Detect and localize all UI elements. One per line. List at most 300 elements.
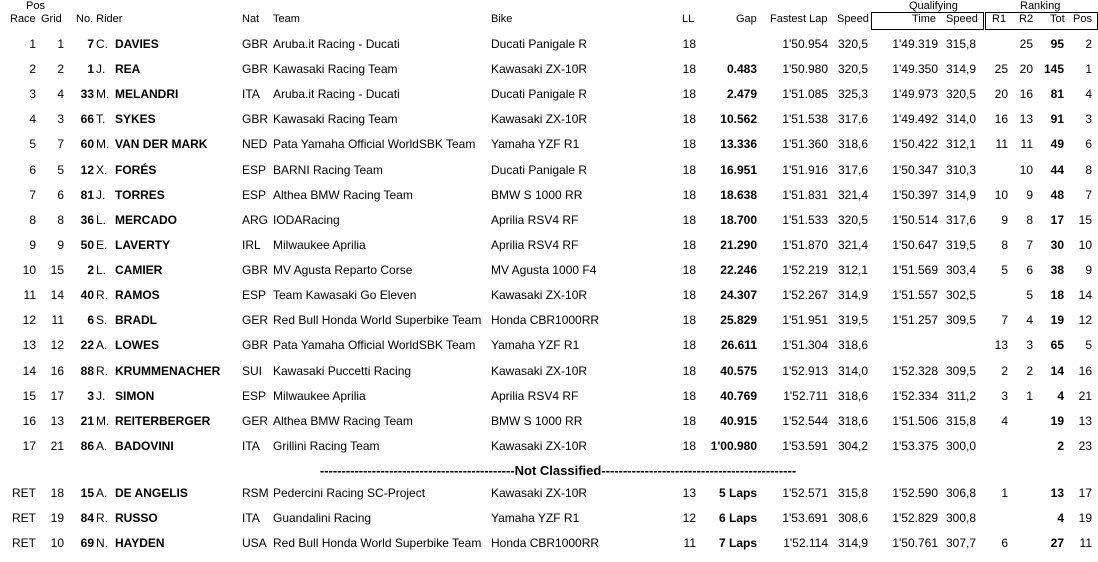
grid-pos: 9	[57, 237, 64, 252]
fastest-lap: 1'51.538	[782, 112, 828, 127]
q-time: 1'50.647	[892, 237, 938, 252]
grid-pos: 18	[50, 486, 64, 500]
q-speed: 311,2	[946, 388, 976, 403]
rank-r2: 4	[1026, 313, 1033, 328]
laps: 11	[683, 536, 696, 550]
team-name: Red Bull Honda World Superbike Team	[273, 313, 482, 328]
grid-pos: 10	[50, 536, 64, 550]
race-pos: 8	[29, 212, 36, 227]
bike-name: Kawasaki ZX-10R	[491, 62, 588, 77]
team-name: MV Agusta Reparto Corse	[273, 263, 413, 278]
rank-total: 17	[1050, 212, 1064, 227]
q-speed: 314,0	[945, 112, 976, 127]
header-ranking: Ranking	[1020, 0, 1061, 12]
rank-total: 18	[1050, 288, 1064, 303]
fastest-lap: 1'52.711	[783, 388, 828, 403]
rank-pos: 17	[1078, 486, 1092, 500]
grid-pos: 4	[57, 87, 64, 102]
rider-name: LAVERTY	[115, 237, 171, 252]
race-pos: RET	[12, 486, 36, 500]
q-speed: 300,0	[945, 438, 976, 453]
gap: 5 Laps	[718, 486, 757, 500]
race-pos: 13	[22, 338, 36, 353]
race-pos: 15	[22, 388, 36, 403]
team-name: Aruba.it Racing - Ducati	[273, 87, 400, 102]
header-pos: Pos	[26, 0, 45, 12]
header-r1: R1	[992, 13, 1007, 25]
rider-number: 7	[87, 37, 94, 51]
rider-initial: J.	[96, 62, 106, 77]
table-row	[0, 436, 1098, 456]
rider-initial: J.	[96, 388, 106, 403]
q-time: 1'49.319	[892, 37, 938, 51]
fastest-speed: 304,2	[837, 438, 868, 453]
rider-initial: R.	[96, 288, 108, 303]
rank-r1: 2	[1001, 363, 1008, 378]
header-race: Race	[10, 13, 36, 25]
team-name: Grillini Racing Team	[273, 438, 380, 453]
table-row	[0, 34, 1098, 54]
rider-initial: L.	[96, 212, 107, 227]
rank-pos: 7	[1085, 187, 1092, 202]
gap: 24.307	[720, 288, 757, 303]
rank-pos: 19	[1078, 511, 1092, 525]
q-time: 1'50.514	[892, 212, 938, 227]
header-tot: Tot	[1050, 13, 1065, 25]
table-row	[0, 310, 1098, 330]
nationality: ESP	[242, 187, 267, 202]
fastest-lap: 1'52.571	[782, 486, 828, 500]
table-row	[0, 361, 1098, 381]
fastest-speed: 314,0	[837, 363, 868, 378]
rank-total: 145	[1043, 62, 1064, 77]
rank-r2: 11	[1020, 137, 1033, 152]
fastest-speed: 318,6	[837, 338, 868, 353]
fastest-lap: 1'52.267	[782, 288, 828, 303]
rider-number: 6	[87, 313, 94, 328]
grid-pos: 3	[57, 112, 64, 127]
fastest-lap: 1'51.360	[782, 137, 828, 152]
q-speed: 309,5	[945, 313, 976, 328]
fastest-lap: 1'50.980	[782, 62, 828, 77]
q-time: 1'52.829	[892, 511, 938, 525]
gap: 22.246	[720, 263, 757, 278]
bike-name: Ducati Panigale R	[491, 37, 588, 51]
team-name: Team Kawasaki Go Eleven	[273, 288, 417, 303]
nationality: NED	[242, 137, 268, 152]
rider-initial: M.	[96, 413, 110, 428]
header-nat: Nat	[242, 13, 260, 25]
bike-name: Kawasaki ZX-10R	[491, 363, 588, 378]
gap: 25.829	[720, 313, 757, 328]
race-pos: RET	[12, 511, 36, 525]
rank-pos: 2	[1085, 37, 1092, 51]
grid-pos: 14	[50, 288, 64, 303]
table-row	[0, 134, 1098, 154]
table-row	[0, 533, 1098, 553]
q-speed: 319,5	[945, 237, 976, 252]
nationality: GER	[242, 313, 269, 328]
rank-total: 44	[1050, 162, 1064, 177]
team-name: Kawasaki Racing Team	[273, 62, 398, 77]
rider-initial: X.	[96, 162, 108, 177]
team-name: Pata Yamaha Official WorldSBK Team	[273, 137, 476, 152]
nationality: ESP	[242, 162, 267, 177]
nationality: IRL	[242, 237, 261, 252]
bike-name: Yamaha YZF R1	[491, 338, 580, 353]
race-pos: 7	[29, 187, 36, 202]
team-name: Pata Yamaha Official WorldSBK Team	[273, 338, 476, 353]
bike-name: Yamaha YZF R1	[491, 137, 580, 152]
team-name: BARNI Racing Team	[273, 162, 383, 177]
rider-name: DAVIES	[115, 37, 159, 51]
laps: 18	[682, 187, 696, 202]
grid-pos: 15	[50, 263, 64, 278]
laps: 18	[682, 162, 696, 177]
rank-r1: 5	[1001, 263, 1008, 278]
q-time: 1'49.492	[892, 112, 938, 127]
rider-name: FORÉS	[115, 162, 157, 177]
header-grid: Grid	[41, 13, 62, 25]
race-pos: 12	[22, 313, 36, 328]
nationality: ESP	[242, 388, 267, 403]
team-name: Althea BMW Racing Team	[273, 187, 413, 202]
rider-initial: A.	[96, 486, 108, 500]
rider-number: 33	[80, 87, 94, 102]
rider-number: 15	[80, 486, 94, 500]
rider-name: TORRES	[115, 187, 165, 202]
rider-initial: C.	[96, 37, 108, 51]
laps: 18	[682, 137, 696, 152]
q-time: 1'52.590	[892, 486, 938, 500]
nationality: GBR	[242, 338, 269, 353]
rider-initial: L.	[96, 263, 107, 278]
rank-total: 13	[1050, 486, 1064, 500]
q-speed: 314,9	[945, 187, 976, 202]
rider-name: RAMOS	[115, 288, 160, 303]
rider-initial: J.	[96, 187, 106, 202]
rank-r2: 25	[1019, 37, 1033, 51]
rank-r1: 16	[994, 112, 1008, 127]
rider-name: REITERBERGER	[115, 413, 211, 428]
fastest-lap: 1'51.533	[782, 212, 828, 227]
rider-number: 12	[80, 162, 94, 177]
rank-pos: 15	[1078, 212, 1092, 227]
gap: 16.951	[720, 162, 757, 177]
bike-name: Honda CBR1000RR	[491, 313, 600, 328]
rider-name: CAMIER	[115, 263, 163, 278]
laps: 13	[682, 486, 696, 500]
rank-total: 30	[1050, 237, 1064, 252]
laps: 18	[682, 263, 696, 278]
fastest-speed: 312,1	[837, 263, 868, 278]
fastest-lap: 1'53.691	[782, 511, 828, 525]
rider-name: SYKES	[115, 112, 156, 127]
bike-name: Kawasaki ZX-10R	[491, 438, 588, 453]
q-time: 1'50.422	[892, 137, 938, 152]
nationality: USA	[242, 536, 267, 550]
rank-total: 91	[1050, 112, 1064, 127]
rank-r2: 7	[1026, 237, 1033, 252]
rank-r1: 4	[1001, 413, 1008, 428]
rank-r2: 1	[1026, 388, 1033, 403]
grid-pos: 17	[50, 388, 64, 403]
laps: 18	[682, 413, 696, 428]
nationality: SUI	[242, 363, 263, 378]
grid-pos: 11	[51, 313, 64, 328]
rider-number: 1	[87, 62, 94, 77]
table-row	[0, 59, 1098, 79]
team-name: Milwaukee Aprilia	[273, 388, 366, 403]
header-gap: Gap	[736, 13, 757, 25]
rider-number: 3	[87, 388, 94, 403]
bike-name: Aprilia RSV4 RF	[491, 237, 579, 252]
fastest-speed: 325,3	[837, 87, 868, 102]
rider-number: 69	[80, 536, 94, 550]
rider-initial: R.	[96, 511, 108, 525]
table-row	[0, 210, 1098, 230]
fastest-speed: 320,5	[837, 62, 868, 77]
rank-r2: 16	[1019, 87, 1033, 102]
fastest-lap: 1'51.951	[782, 313, 828, 328]
rank-r2: 2	[1026, 363, 1033, 378]
gap: 18.700	[720, 212, 757, 227]
rider-number: 84	[80, 511, 94, 525]
race-pos: 5	[29, 137, 36, 152]
bike-name: Yamaha YZF R1	[491, 511, 580, 525]
gap: 6 Laps	[718, 511, 757, 525]
rider-number: 60	[80, 137, 94, 152]
gap: 10.562	[720, 112, 757, 127]
q-speed: 312,1	[945, 137, 976, 152]
rider-name: MELANDRI	[115, 87, 179, 102]
laps: 18	[682, 87, 696, 102]
fastest-speed: 321,4	[837, 237, 868, 252]
fastest-lap: 1'51.831	[782, 187, 828, 202]
rank-r1: 8	[1001, 237, 1008, 252]
gap: 2.479	[726, 87, 757, 102]
rider-initial: E.	[96, 237, 108, 252]
gap: 26.611	[720, 338, 757, 353]
rank-r2: 3	[1026, 338, 1033, 353]
table-row	[0, 84, 1098, 104]
nationality: GER	[242, 413, 269, 428]
rider-initial: M.	[96, 87, 110, 102]
gap: 40.769	[720, 388, 757, 403]
nationality: ARG	[242, 212, 269, 227]
fastest-speed: 318,6	[837, 137, 868, 152]
q-speed: 315,8	[945, 413, 976, 428]
header-q-speed: Speed	[946, 13, 978, 25]
rank-r1: 9	[1001, 212, 1008, 227]
rank-pos: 14	[1078, 288, 1092, 303]
gap: 0.483	[726, 62, 757, 77]
fastest-speed: 321,4	[837, 187, 868, 202]
fastest-lap: 1'52.219	[782, 263, 828, 278]
rank-total: 14	[1050, 363, 1064, 378]
rider-name: REA	[115, 62, 141, 77]
laps: 18	[682, 212, 696, 227]
bike-name: Honda CBR1000RR	[491, 536, 600, 550]
laps: 18	[682, 237, 696, 252]
rank-total: 65	[1050, 338, 1064, 353]
fastest-lap: 1'51.870	[782, 237, 828, 252]
gap: 40.915	[720, 413, 757, 428]
q-time: 1'52.328	[892, 363, 938, 378]
rank-total: 19	[1050, 313, 1064, 328]
gap: 1'00.980	[710, 438, 757, 453]
grid-pos: 5	[57, 162, 64, 177]
gap: 40.575	[720, 363, 757, 378]
nationality: ITA	[242, 511, 260, 525]
race-pos: 14	[22, 363, 36, 378]
laps: 18	[682, 438, 696, 453]
q-time: 1'50.761	[892, 536, 938, 550]
q-speed: 303,4	[945, 263, 976, 278]
team-name: Pedercini Racing SC-Project	[273, 486, 426, 500]
rank-pos: 10	[1078, 237, 1092, 252]
grid-pos: 8	[57, 212, 64, 227]
table-row	[0, 508, 1098, 528]
rider-initial: A.	[96, 338, 108, 353]
rider-number: 88	[80, 363, 94, 378]
table-row	[0, 260, 1098, 280]
nationality: GBR	[242, 37, 269, 51]
header-team: Team	[273, 13, 300, 25]
q-speed: 320,5	[945, 87, 976, 102]
rank-total: 27	[1050, 536, 1064, 550]
q-speed: 306,8	[945, 486, 976, 500]
table-row	[0, 386, 1098, 406]
nationality: ITA	[242, 87, 260, 102]
rider-number: 21	[80, 413, 94, 428]
header-r2: R2	[1019, 13, 1034, 25]
table-row	[0, 285, 1098, 305]
rank-r1: 7	[1001, 313, 1008, 328]
race-pos: 17	[22, 438, 36, 453]
table-row	[0, 335, 1098, 355]
laps: 18	[682, 363, 696, 378]
race-pos: 2	[29, 62, 36, 77]
bike-name: Aprilia RSV4 RF	[491, 212, 579, 227]
q-time: 1'51.506	[892, 413, 938, 428]
rank-total: 4	[1057, 511, 1064, 525]
rider-number: 40	[80, 288, 94, 303]
rider-number: 66	[80, 112, 94, 127]
rank-pos: 16	[1078, 363, 1092, 378]
table-row	[0, 109, 1098, 129]
rank-r1: 3	[1001, 388, 1008, 403]
fastest-speed: 314,9	[837, 288, 868, 303]
rank-total: 49	[1050, 137, 1064, 152]
rank-r2: 8	[1026, 212, 1033, 227]
fastest-speed: 320,5	[837, 212, 868, 227]
race-pos: 3	[29, 87, 36, 102]
fastest-lap: 1'51.916	[782, 162, 828, 177]
rank-total: 81	[1050, 87, 1064, 102]
rider-number: 22	[80, 338, 94, 353]
bike-name: Aprilia RSV4 RF	[491, 388, 579, 403]
rank-total: 19	[1050, 413, 1064, 428]
q-speed: 315,8	[945, 37, 976, 51]
rank-total: 38	[1050, 263, 1064, 278]
not-classified-separator: ---------------------------------------------Not Classified---------------------------------------------	[319, 463, 797, 478]
laps: 18	[682, 338, 696, 353]
team-name: Kawasaki Racing Team	[273, 112, 398, 127]
q-time: 1'49.350	[892, 62, 938, 77]
fastest-lap: 1'51.085	[782, 87, 828, 102]
q-time: 1'49.973	[892, 87, 938, 102]
fastest-speed: 319,5	[837, 313, 868, 328]
team-name: Red Bull Honda World Superbike Team	[273, 536, 482, 550]
nationality: GBR	[242, 62, 269, 77]
race-pos: 4	[29, 112, 36, 127]
nationality: ITA	[242, 438, 260, 453]
rank-r2: 9	[1026, 187, 1033, 202]
bike-name: Kawasaki ZX-10R	[491, 288, 588, 303]
fastest-lap: 1'52.114	[783, 536, 828, 550]
rank-pos: 12	[1078, 313, 1092, 328]
table-row	[0, 185, 1098, 205]
fastest-lap: 1'50.954	[782, 37, 828, 51]
grid-pos: 1	[57, 37, 64, 51]
laps: 18	[682, 388, 696, 403]
q-speed: 300,8	[945, 511, 976, 525]
header-bike: Bike	[491, 13, 513, 25]
rank-pos: 21	[1078, 388, 1092, 403]
rank-pos: 13	[1078, 413, 1092, 428]
table-row	[0, 411, 1098, 431]
laps: 18	[682, 288, 696, 303]
team-name: Milwaukee Aprilia	[273, 237, 366, 252]
grid-pos: 19	[50, 511, 64, 525]
laps: 18	[682, 62, 696, 77]
rider-number: 36	[80, 212, 94, 227]
rank-pos: 9	[1085, 263, 1092, 278]
rider-number: 81	[80, 187, 94, 202]
rider-initial: N.	[96, 536, 108, 550]
grid-pos: 21	[50, 438, 64, 453]
q-time: 1'51.257	[892, 313, 938, 328]
rider-number: 2	[87, 263, 94, 278]
q-time: 1'53.375	[892, 438, 938, 453]
rider-name: MERCADO	[115, 212, 177, 227]
fastest-speed: 317,6	[837, 112, 868, 127]
gap: 7 Laps	[718, 536, 757, 550]
rider-name: HAYDEN	[115, 536, 165, 550]
bike-name: Ducati Panigale R	[491, 162, 588, 177]
race-pos: RET	[12, 536, 36, 550]
rank-r1: 6	[1001, 536, 1008, 550]
laps: 18	[682, 112, 696, 127]
rank-pos: 1	[1085, 62, 1092, 77]
rank-total: 95	[1050, 37, 1064, 51]
rider-number: 86	[80, 438, 94, 453]
grid-pos: 6	[57, 187, 64, 202]
rank-pos: 4	[1085, 87, 1092, 102]
fastest-lap: 1'52.544	[782, 413, 828, 428]
rank-total: 2	[1057, 438, 1064, 453]
nationality: RSM	[242, 486, 269, 500]
bike-name: BMW S 1000 RR	[491, 187, 583, 202]
header-speed: Speed	[837, 13, 869, 25]
grid-pos: 7	[57, 137, 64, 152]
q-speed: 307,7	[945, 536, 976, 550]
laps: 18	[682, 313, 696, 328]
fastest-speed: 317,6	[837, 162, 868, 177]
race-pos: 10	[22, 263, 36, 278]
team-name: Kawasaki Puccetti Racing	[273, 363, 412, 378]
